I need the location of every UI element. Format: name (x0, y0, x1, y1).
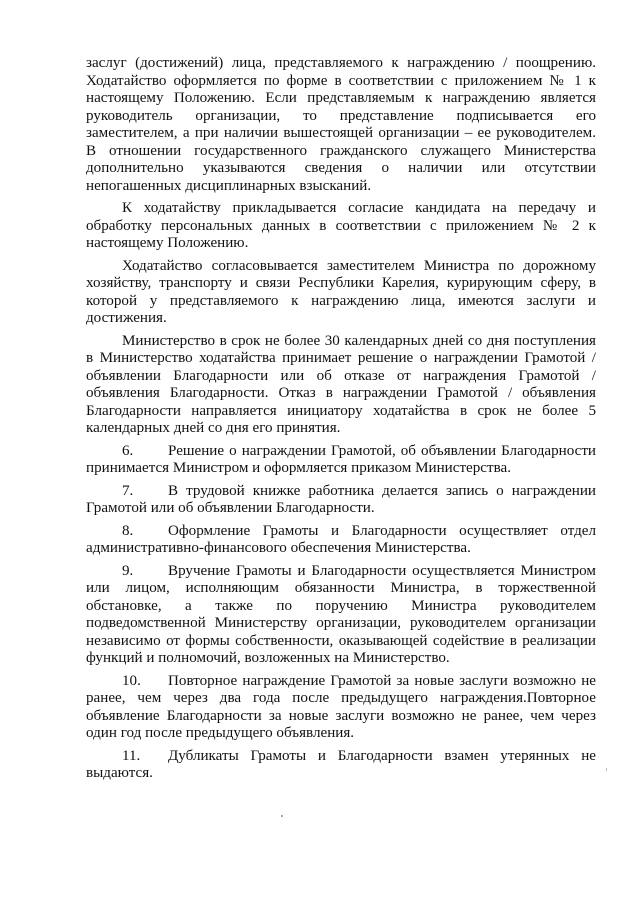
clause-7 (86, 483, 596, 518)
clause-text: В трудовой книжке работника делается запись о награждении Грамотой или об объявлении Благодарности. (86, 482, 596, 516)
clause-text: Вручение Грамоты и Благодарности осуществляется Министром или лицом, исполняющим обязанности Министра, в торжественной обстановке, а также по поручению Министра руководителем подведомственной Министерству организации, руководителем организации независимо от формы собственности, оказывающей содействие в реализации функций и полномочий, возложенных на Министерство. (86, 562, 596, 666)
scan-speck (606, 768, 607, 771)
clause-number: 11. (122, 747, 141, 764)
paragraph-3 (86, 258, 596, 328)
clause-text: Дубликаты Грамоты и Благодарности взамен утерянных не выдаются. (86, 747, 596, 781)
clause-number: 7. (122, 482, 134, 499)
clause-10 (86, 673, 596, 743)
paragraph-text: Министерство в срок не более 30 календарных дней со дня поступления в Министерство ходатайства принимает решение о награждении Грамотой / объявлении Благодарности или об отказе от награждения Грамотой / объявления Благодарности. Отказ в награждении Грамотой / объявления Благодарности направляется инициатору ходатайства в срок не более 5 календарных дней со дня его принятия. (86, 332, 596, 436)
clause-11 (86, 748, 596, 783)
clause-number: 10. (122, 672, 141, 689)
clause-text: Решение о награждении Грамотой, об объявлении Благодарности принимается Министром и оформляется приказом Министерства. (86, 442, 596, 476)
clause-9 (86, 563, 596, 668)
clause-number: 9. (122, 562, 134, 579)
paragraph-1 (86, 55, 596, 195)
paragraph-4 (86, 333, 596, 438)
clause-text: Оформление Грамоты и Благодарности осуществляет отдел административно-финансового обеспечения Министерства. (86, 522, 596, 556)
clause-8 (86, 523, 596, 558)
scan-speck (281, 815, 283, 817)
document-page (86, 55, 596, 788)
paragraph-2 (86, 200, 596, 253)
clause-text: Повторное награждение Грамотой за новые заслуги возможно не ранее, чем через два года после предыдущего награждения.Повторное объявление Благодарности за новые заслуги возможно не ранее, чем через один год после предыдущего объявления. (86, 672, 596, 741)
paragraph-text: заслуг (достижений) лица, представляемого к награждению / поощрению. Ходатайство оформляется по форме в соответствии с приложением № 1 к настоящему Положению. Если представляемым к награждению является руководитель организации, то представление подписывается его заместителем, а при наличии вышестоящей организации – ее руководителем. В отношении государственного гражданского служащего Министерства дополнительно указываются сведения о наличии или отсутствии непогашенных дисциплинарных взысканий. (86, 55, 596, 194)
clause-number: 8. (122, 522, 134, 539)
clause-number: 6. (122, 442, 134, 459)
paragraph-text: К ходатайству прикладывается согласие кандидата на передачу и обработку персональных данных в соответствии с приложением № 2 к настоящему Положению. (86, 200, 596, 251)
clause-6 (86, 443, 596, 478)
paragraph-text: Ходатайство согласовывается заместителем Министра по дорожному хозяйству, транспорту и связи Республики Карелия, курирующим сферу, в которой у представляемого к награждению лица, имеются заслуги и достижения. (86, 257, 596, 326)
